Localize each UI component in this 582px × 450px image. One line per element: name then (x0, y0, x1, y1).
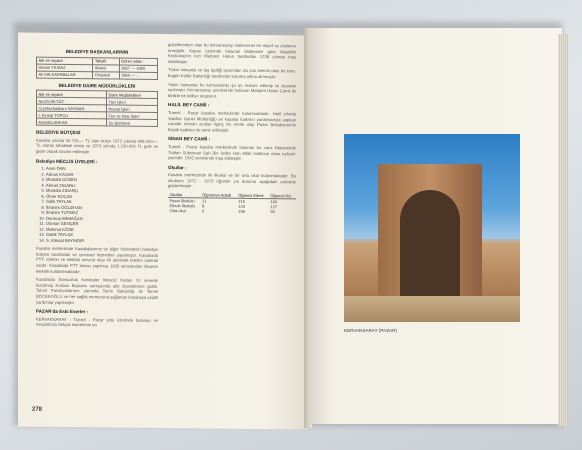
schools-table (168, 192, 296, 214)
table-cell: Su İşletmesi (106, 119, 157, 127)
list-item: 3. Mustafa GÖZEN (46, 177, 158, 184)
table-cell: Elmalı İlkokulu (169, 203, 196, 209)
directors-table (36, 90, 158, 127)
schools-text: Kasaba merkezinde iki ilkokul ve bir orta okul bulunmaktadır. Bu okulların 1972 - 1973 öğretim yılı durumu aşağıdaki cetvelde gösterilmiştir : (168, 172, 296, 189)
table-cell: Fen ve İmar İşleri (106, 112, 157, 120)
page-edges (558, 34, 568, 426)
halil-bey-heading: HALİL BEY CAMİİ : (168, 102, 210, 108)
schools-col-boys: Öğrenci Erkek (237, 193, 269, 199)
utilities-paragraph: Kasaba merkezinde Kasabalarımız ve diğer hizmetlerin belediye bütçesi tarafından ve çevresel hizmetleri yapılmıştır. Kasabada PTT, telefon ve elektrik mevcut olup 40 abonelik telefon santrali vardır. Kasabada PTT binası yapılmış 1935 senesinden itibaren elektrik kullanılmaktadır. (36, 245, 158, 274)
table-cell: Hasan YILMAZ (37, 64, 93, 72)
table-cell: Nezihi AKYÜZ (37, 97, 107, 105)
stone-portal (378, 164, 482, 304)
right-page (308, 28, 562, 424)
table-cell: 8 (202, 203, 205, 209)
restoration-paragraph: Yakın zamanda bu kervansaray şu an restore edilmiş ve ziyarete açılmıştır. Kervansaray, çevresinde bulunan Mahperi Hatun Camii ile birlikte bir külliye oluşturur. (168, 81, 296, 99)
protection-paragraph: Türbe mimarisi ve taş işçiliği açısından da çok önemli olan bu eser, bugün Kültür Bakanlığı tarafından koruma altına alınmıştır. (168, 67, 296, 80)
directors-heading: BELEDİYE DAİRE MÜDÜRLÜKLERİ (58, 82, 136, 89)
arch-opening (400, 190, 460, 304)
left-page (18, 32, 308, 429)
mayors-table (36, 56, 158, 79)
list-item: 13. Sadık TAYLAK (46, 232, 158, 239)
table-cell: 127 (270, 204, 278, 210)
table-cell: 6 (202, 208, 205, 214)
list-item: 9. İbrahim TUTMAZ (46, 210, 158, 217)
list-item: 5. Mustafa ZIGARLI (46, 188, 158, 195)
list-item: 10. Durmuş ARMAĞAN (46, 215, 158, 222)
table-cell: Ali SALKARABALAR (37, 71, 93, 79)
table-cell: 1957 — 1960 (119, 65, 157, 72)
table-cell: 160 (270, 199, 278, 205)
list-item: 14. S. Köksal BAYINDIR (46, 237, 158, 244)
table-cell: 215 (238, 198, 245, 204)
monuments-heading: PAZAR'da Eski Eserler : (36, 308, 89, 315)
table-cell: 11 (202, 198, 207, 204)
caravanserai-photo (344, 134, 520, 322)
directors-col-name: Adı ve soyadı (37, 90, 107, 98)
table-row (37, 118, 158, 126)
list-item: 1. Asım DAN (46, 166, 158, 173)
table-cell: 196 (238, 208, 245, 214)
schools-col-school: Okullar (168, 192, 201, 198)
table-cell: Hesap İşleri (106, 105, 157, 113)
table-row (37, 71, 158, 79)
page-number: 278 (32, 406, 43, 413)
council-heading: Belediye MECLİS ÜYELERİ : (36, 158, 98, 164)
mayors-col-education: Tahsili (93, 57, 119, 64)
halil-bey-text: Tumeli - Pazar kasaba merkezinde bulunmaktadır. Halil yılında Vakıflar Genel Müdürlüğü ve kasaba halkının yardımlarıyla yapılan camide mimari açıdan ilginç bir örnek olup Pazar Belediyesi'nin büyük katkıları ile tamir edilmiştir. (168, 109, 296, 133)
table-cell: 143 (238, 203, 245, 209)
table-cell: Cumhurbaşkanı SAYMAN (37, 104, 107, 112)
history-paragraph: güzellerinden olan bu kervansaray mükemmel bir rölyef ve süsleme örneğidir. Kapısı üzerinde bulunan kitabesine göre Alâaddin Keykubad'ın kızı Mahperi Hatun tarafından 1238 yılında inşa ettirilmiştir. (168, 42, 296, 65)
directors-col-department: Daire Müdürlükleri (106, 91, 157, 99)
ground (344, 296, 520, 322)
table-cell: 55 (270, 209, 275, 215)
mayors-heading: BELEDİYE BAŞKANLARININ (65, 48, 129, 55)
list-item: 2. Adnan KASAR (46, 171, 158, 178)
table-cell: Pazar İlkokulu (169, 198, 195, 204)
list-item: 11. Osman GENÇER (46, 221, 158, 228)
schools-heading: Okullar : (168, 164, 187, 170)
left-column (36, 45, 158, 332)
list-item: 7. Salih TAYLAK (46, 199, 158, 206)
table-cell: Mustafa ANKAN (37, 118, 107, 126)
schools-col-teachers: Öğretmen Adedi (201, 192, 237, 198)
sinan-bey-text: Tumeli - Pazar kasaba merkezinde bulunan bu cami kitabesinde 'Sultan Süleyman Şah Bin Selim Han Allah mülkünü daim eylesin' yazılıdır. 1542 senesinde inşa edilmiştir. (168, 143, 296, 161)
budget-text: Kasaba yılında 50.726,— TL olan bütçe 1972 yılında 908.000,— TL olarak tahakkuk etmiş ve 1973 yılında 1.150.000 TL gelir ve gider olarak tanzim edilmiştir. (36, 137, 158, 155)
community-paragraph: Kasabada Sonsuzluk Kardeşler Mescid Hatası 10 senede kurulmuş Kurban Bayramı sonrasında aile ziyaretlerine gidilir. Tahsil Pansiyonlarının yanında Tarım Bakanlığı ile Temel BÖCEKOĞLU ve her sağlık memuruna sağlanan kasabaya çeşitli yardımlar yapılmıştır. (36, 276, 158, 305)
caravanserai-intro: KERVANSARAY : Tumeli - Pazar yolu üzerinde bulunan ve Anadolu'da Selçuk eserlerinin en (36, 316, 158, 328)
table-cell: 1960 — ... (119, 72, 157, 79)
schools-col-girls: Öğrenci Kız (269, 193, 296, 199)
mayors-col-name: Adı ve soyadı (37, 57, 93, 65)
table-cell: İ. Kemal TOPÇU (37, 111, 107, 119)
list-item: 8. İbrahim OĞUZHAN (46, 204, 158, 211)
photo-caption: KERVANSARAY (PAZAR) (344, 328, 397, 333)
budget-heading: BELEDİYE BÜTÇESİ (36, 129, 81, 136)
open-book (8, 14, 562, 424)
table-cell: Yazı İşleri (106, 98, 157, 106)
list-item: 4. Ahmet ZIGARLI (46, 182, 158, 189)
mayors-col-years: Görev yılları (119, 58, 157, 65)
list-item: 12. Mahmut KÖSE (46, 226, 158, 233)
sinan-bey-heading: SİNAN BEY CAMİİ : (168, 136, 211, 142)
table-cell: Ortaokul (93, 71, 119, 78)
middle-column (168, 42, 296, 217)
council-list (36, 166, 158, 244)
table-cell: Ilkokul (93, 64, 119, 71)
table-cell: Orta okul (169, 208, 186, 214)
list-item: 6. Ömer KOÇAK (46, 193, 158, 200)
